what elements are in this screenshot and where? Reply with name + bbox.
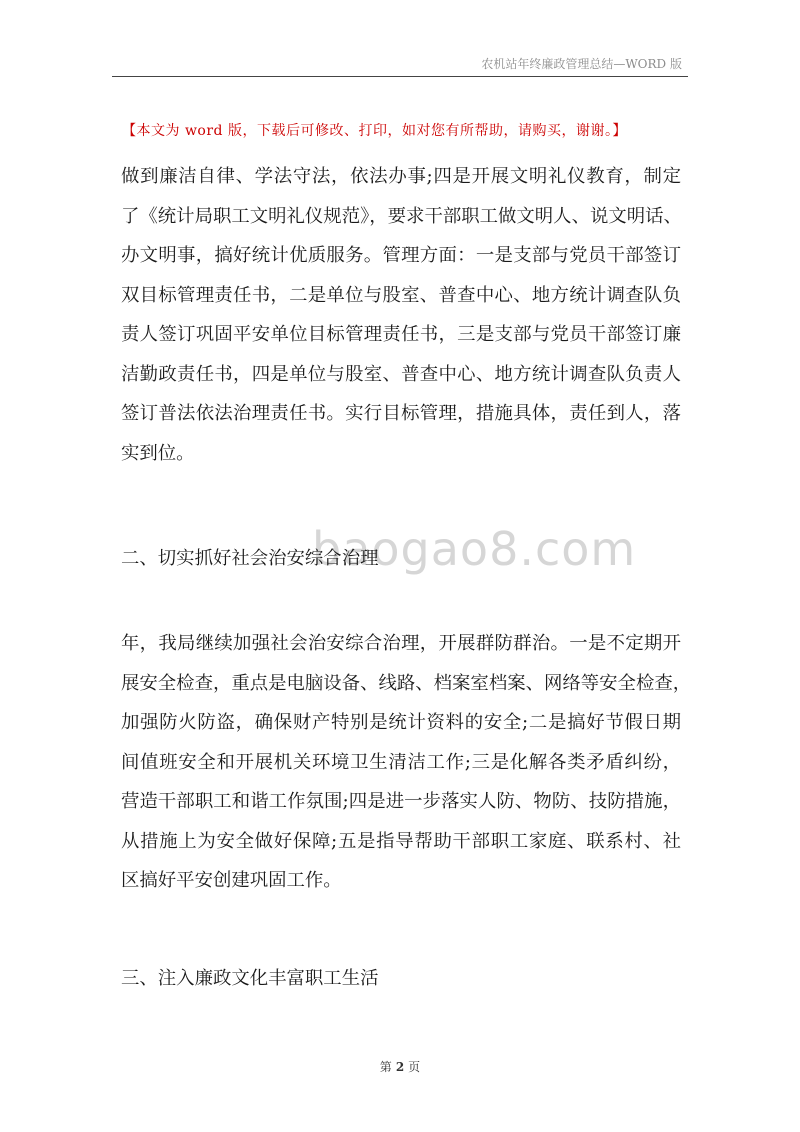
footer-prefix: 第 bbox=[379, 1060, 392, 1074]
paragraph-1 bbox=[121, 157, 681, 473]
paragraph-line: 年，我局继续加强社会治安综合治理，开展群防群治。一是不定期开 bbox=[121, 633, 681, 654]
page-number: 2 bbox=[395, 1060, 405, 1074]
page-footer bbox=[0, 1058, 800, 1075]
paragraph-line: 实到位。 bbox=[121, 442, 195, 464]
header-rule bbox=[112, 76, 688, 77]
paragraph-line: 办文明事，搞好统计优质服务。管理方面：一是支部与党员干部签订 bbox=[121, 245, 681, 266]
paragraph-line: 营造干部职工和谐工作氛围;四是进一步落实人防、物防、技防措施， bbox=[121, 791, 681, 812]
paragraph-line: 洁勤政责任书，四是单位与股室、普查中心、地方统计调查队负责人 bbox=[121, 363, 681, 385]
paragraph-line: 区搞好平安创建巩固工作。 bbox=[121, 870, 342, 891]
paragraph-line: 责人签订巩固平安单位目标管理责任书，三是支部与党员干部签订廉 bbox=[121, 324, 681, 345]
paragraph-line: 从措施上为安全做好保障;五是指导帮助干部职工家庭、联系村、社 bbox=[121, 830, 681, 852]
paragraph-line: 加强防火防盗，确保财产特别是统计资料的安全;二是搞好节假日期 bbox=[121, 712, 681, 733]
paragraph-line: 签订普法依法治理责任书。实行目标管理，措施具体，责任到人，落 bbox=[121, 403, 681, 424]
watermark: baogao8.com bbox=[312, 522, 637, 576]
paragraph-2 bbox=[121, 624, 692, 901]
paragraph-line: 做到廉洁自律、学法守法，依法办事;四是开展文明礼仪教育，制定 bbox=[121, 166, 681, 187]
paragraph-line: 了《统计局职工文明礼仪规范》，要求干部职工做文明人、说文明话、 bbox=[121, 205, 682, 227]
paragraph-line: 双目标管理责任书，二是单位与股室、普查中心、地方统计调查队负 bbox=[121, 284, 681, 306]
section-heading-3: 三、注入廉政文化丰富职工生活 bbox=[121, 968, 379, 989]
paragraph-line: 展安全检查，重点是电脑设备、线路、档案室档案、网络等安全检查， bbox=[121, 672, 692, 694]
footer-suffix: 页 bbox=[408, 1060, 421, 1074]
running-header: 农机站年终廉政管理总结—WORD 版 bbox=[481, 57, 682, 71]
paragraph-line: 间值班安全和开展机关环境卫生清洁工作;三是化解各类矛盾纠纷， bbox=[121, 751, 681, 773]
section-heading-2: 二、切实抓好社会治安综合治理 bbox=[121, 548, 379, 569]
download-notice: 【本文为 word 版，下载后可修改、打印，如对您有所帮助，请购买，谢谢。】 bbox=[122, 123, 627, 139]
